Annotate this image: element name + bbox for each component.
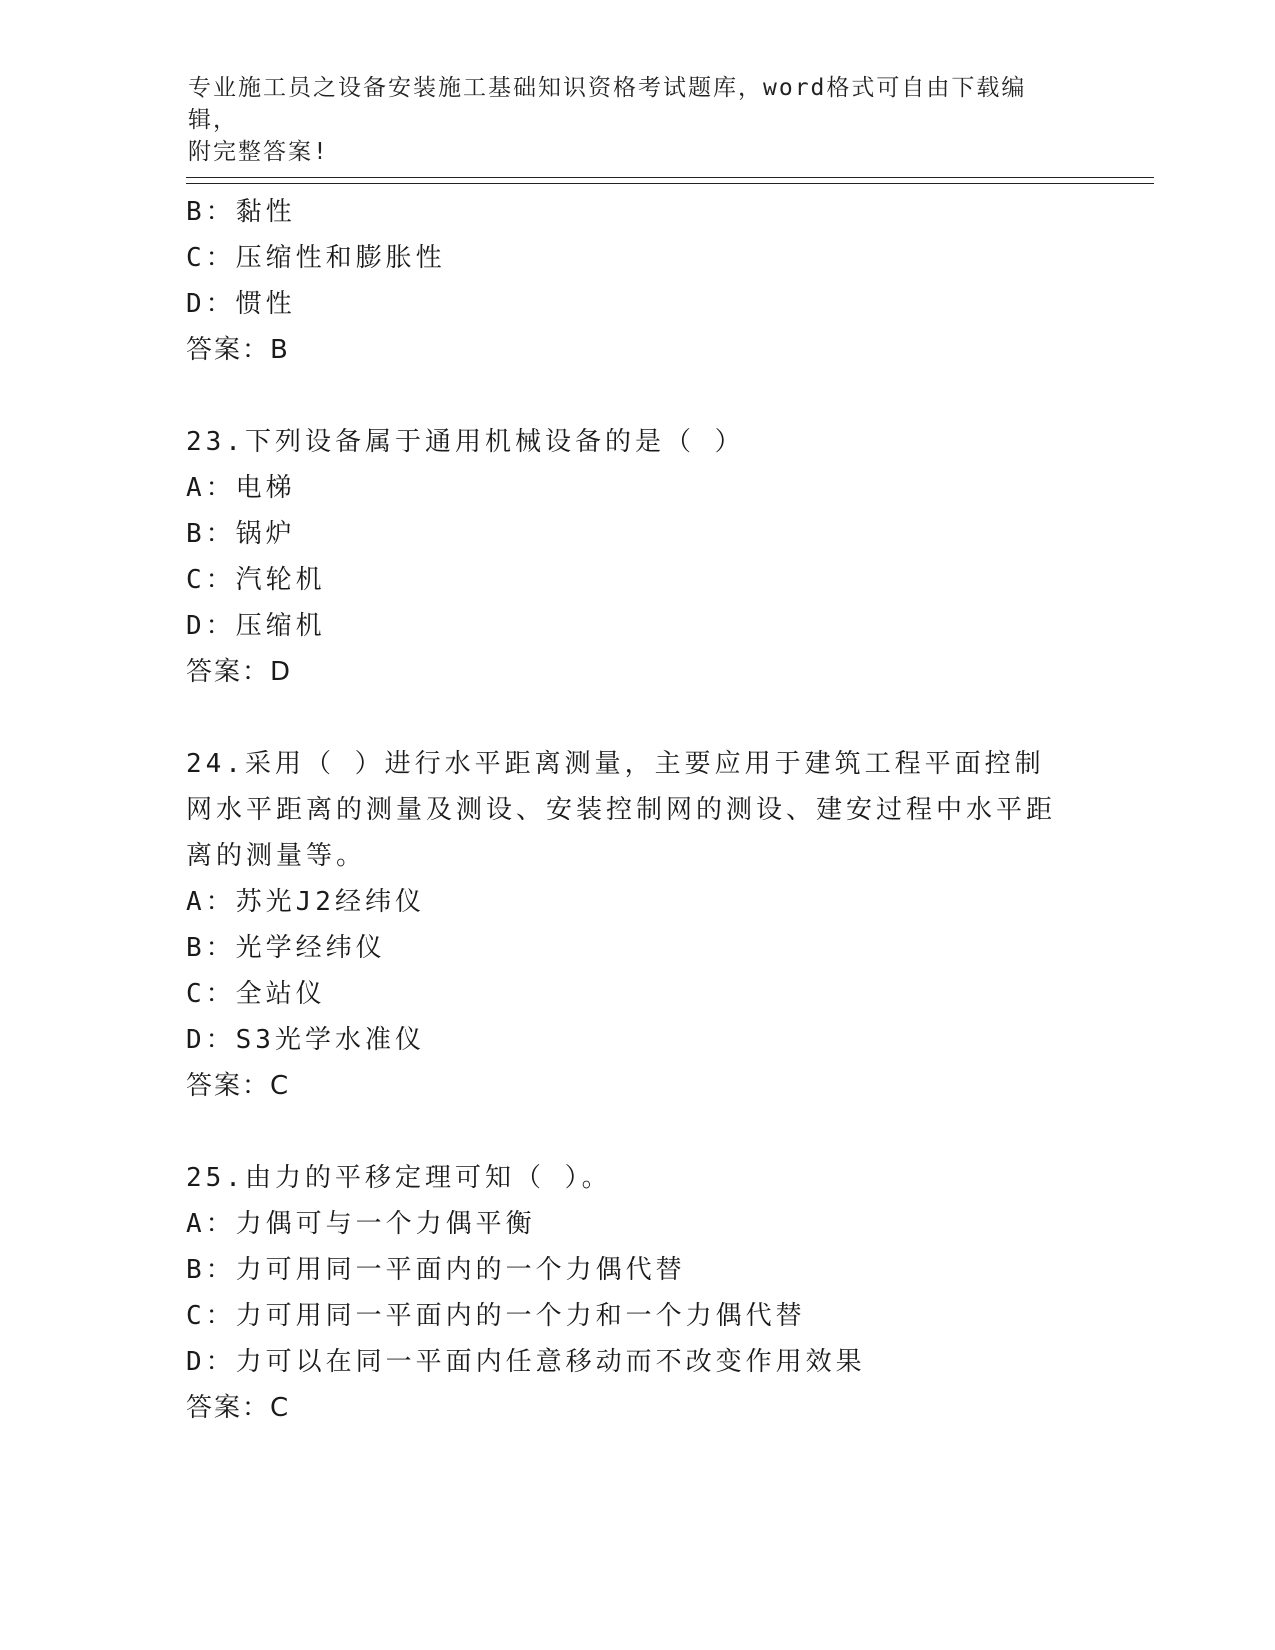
question-text: 23.下列设备属于通用机械设备的是（ ） (186, 427, 745, 457)
option-a: A：苏光J2经纬仪 (186, 887, 425, 917)
option-d: D：压缩机 (186, 611, 326, 641)
spacer (186, 695, 1066, 741)
document-header (188, 72, 1068, 168)
option-b: B：锅炉 (186, 519, 296, 549)
spacer (186, 1109, 1066, 1155)
option-a: A：力偶可与一个力偶平衡 (186, 1209, 536, 1239)
answer: 答案：C (186, 1071, 291, 1101)
answer: 答案：C (186, 1393, 291, 1423)
option-c: C：压缩性和膨胀性 (186, 243, 446, 273)
question-text: 24.采用（ ）进行水平距离测量，主要应用于建筑工程平面控制网水平距离的测量及测设、安装控制网的测设、建安过程中水平距离的测量等。 (186, 749, 1057, 871)
option-c: C：汽轮机 (186, 565, 326, 595)
question-23 (186, 419, 1066, 695)
option-d: D：惯性 (186, 289, 296, 319)
question-25 (186, 1155, 1066, 1431)
option-a: A：电梯 (186, 473, 296, 503)
question-list (186, 189, 1066, 1431)
header-line-2: 附完整答案! (188, 139, 329, 165)
question-text: 25.由力的平移定理可知（ ）。 (186, 1163, 612, 1193)
option-d: D：力可以在同一平面内任意移动而不改变作用效果 (186, 1347, 866, 1377)
option-d: D：S3光学水准仪 (186, 1025, 425, 1055)
header-line-1: 专业施工员之设备安装施工基础知识资格考试题库，word格式可自由下载编辑， (188, 75, 1027, 133)
spacer (186, 373, 1066, 419)
option-b: B：黏性 (186, 197, 296, 227)
option-b: B：光学经纬仪 (186, 933, 386, 963)
header-divider-top (186, 177, 1154, 178)
option-b: B：力可用同一平面内的一个力偶代替 (186, 1255, 686, 1285)
question-24 (186, 741, 1066, 1109)
answer: 答案：D (186, 657, 293, 687)
answer: 答案：B (186, 335, 290, 365)
option-c: C：全站仪 (186, 979, 326, 1009)
option-c: C：力可用同一平面内的一个力和一个力偶代替 (186, 1301, 806, 1331)
question-22-tail (186, 189, 1066, 373)
header-divider-bottom (186, 183, 1154, 184)
